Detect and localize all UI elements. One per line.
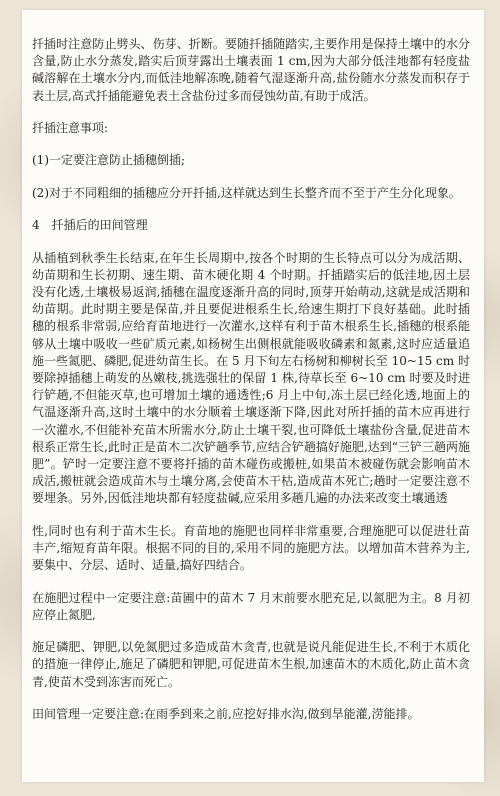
list-item-2: (2)对于不同粗细的插穗应分开扦插,这样就达到生长整齐而不至于产生分化现象。 bbox=[32, 185, 461, 200]
paragraph-phosphorus-potassium: 施足磷肥、钾肥,以免氮肥过多造成苗木贪青,也就是说凡能促进生长,不利于木质化的措施一律停止,施足了磷肥和钾肥,可促进苗木生根,加速苗木的木质化,防止苗木贪青,使苗木受到冻害而死亡。 bbox=[32, 640, 470, 689]
list-item-1: (1)一定要注意防止插穗倒插; bbox=[32, 153, 186, 168]
paragraph-drainage: 田间管理一定要注意:在雨季到来之前,应挖好排水沟,做到旱能灌,涝能排。 bbox=[32, 706, 420, 721]
section-heading: 4 扦插后的田间管理 bbox=[32, 218, 148, 233]
document-body bbox=[32, 36, 470, 723]
paragraph-field-management: 从插植到秋季生长结束,在年生长周期中,按各个时期的生长特点可以分为成活期、幼苗期和生长初期、速生期、苗木硬化期 4 个时期。扦插踏实后的低洼地,因土层没有化透,土壤极易返润,插穗在温度逐渐升高的同时,顶芽开始萌动,这就是成活期和幼苗期。此时期主要是保苗,并且要促进根系生长,给速生期打下良好基础。此时插穗的根系非常弱,应给育苗地进行一次灌水,这样有利于苗木根系生长,插穗的根系能够从土壤中吸收一些矿质元素,如杨树生出侧根就能吸收磷素和氮素,这时应适量追施一些氮肥、磷肥,促进幼苗生长。在 5 月下旬左右杨树和柳树长至 10~15 cm 时要除掉插穗上萌发的丛嫩枝,挑选强壮的保留 1 株,待草长至 6~10 cm 时要及时进行铲趟,不但能灭草,也可增加土壤的通透性;6 月上中旬,冻土层已经化透,地面上的气温逐渐升高,这时土壤中的水分顺着土壤逐渐下降,因此对所扦插的苗木应再进行一次灌水,不但能补充苗木所需水分,防止土壤干裂,也可降低土壤盐份含量,促进苗木根系正常生长,此时正是苗木二次铲趟季节,应结合铲趟搞好施肥,达到“三铲三趟两施肥”。铲时一定要注意不要将扦插的苗木碰伤或搬桩,如果苗木被碰伤就会影响苗木成活,搬桩就会造成苗木与土壤分离,会使苗木干枯,造成苗木死亡;趟时一定要注意不要埋条。另外,因低洼地块都有轻度盐碱,应采用多趟几遍的办法来改变土壤通透 bbox=[32, 250, 470, 506]
paragraph-precautions-heading: 扦插注意事项: bbox=[32, 121, 109, 135]
paragraph-planting-notes: 扦插时注意防止劈头、伤芽、折断。要随扦插随踏实,主要作用是保持土壤中的水分含量,防止水分蒸发,踏实后顶芽露出土壤表面 1 cm,因为大部分低洼地都有轻度盐碱溶解在土壤水分内,而低洼地解冻晚,随着气湿逐渐升高,盐份随水分蒸发而积存于表土层,高式扦插能避免表土含盐份过多而侵蚀幼苗,有助于成活。 bbox=[32, 37, 470, 103]
paragraph-fertilization: 性,同时也有利于苗木生长。育苗地的施肥也同样非常重要,合理施肥可以促进壮苗丰产,缩短育苗年限。根据不同的目的,采用不同的施肥方法。以增加苗木营养为主,要集中、分层、适时、适量,搞好四结合。 bbox=[32, 523, 470, 573]
paragraph-fertilizer-timing: 在施肥过程中一定要注意:苗圃中的苗木 7 月末前要水肥充足,以氮肥为主。8 月初应停止氮肥, bbox=[32, 590, 470, 622]
